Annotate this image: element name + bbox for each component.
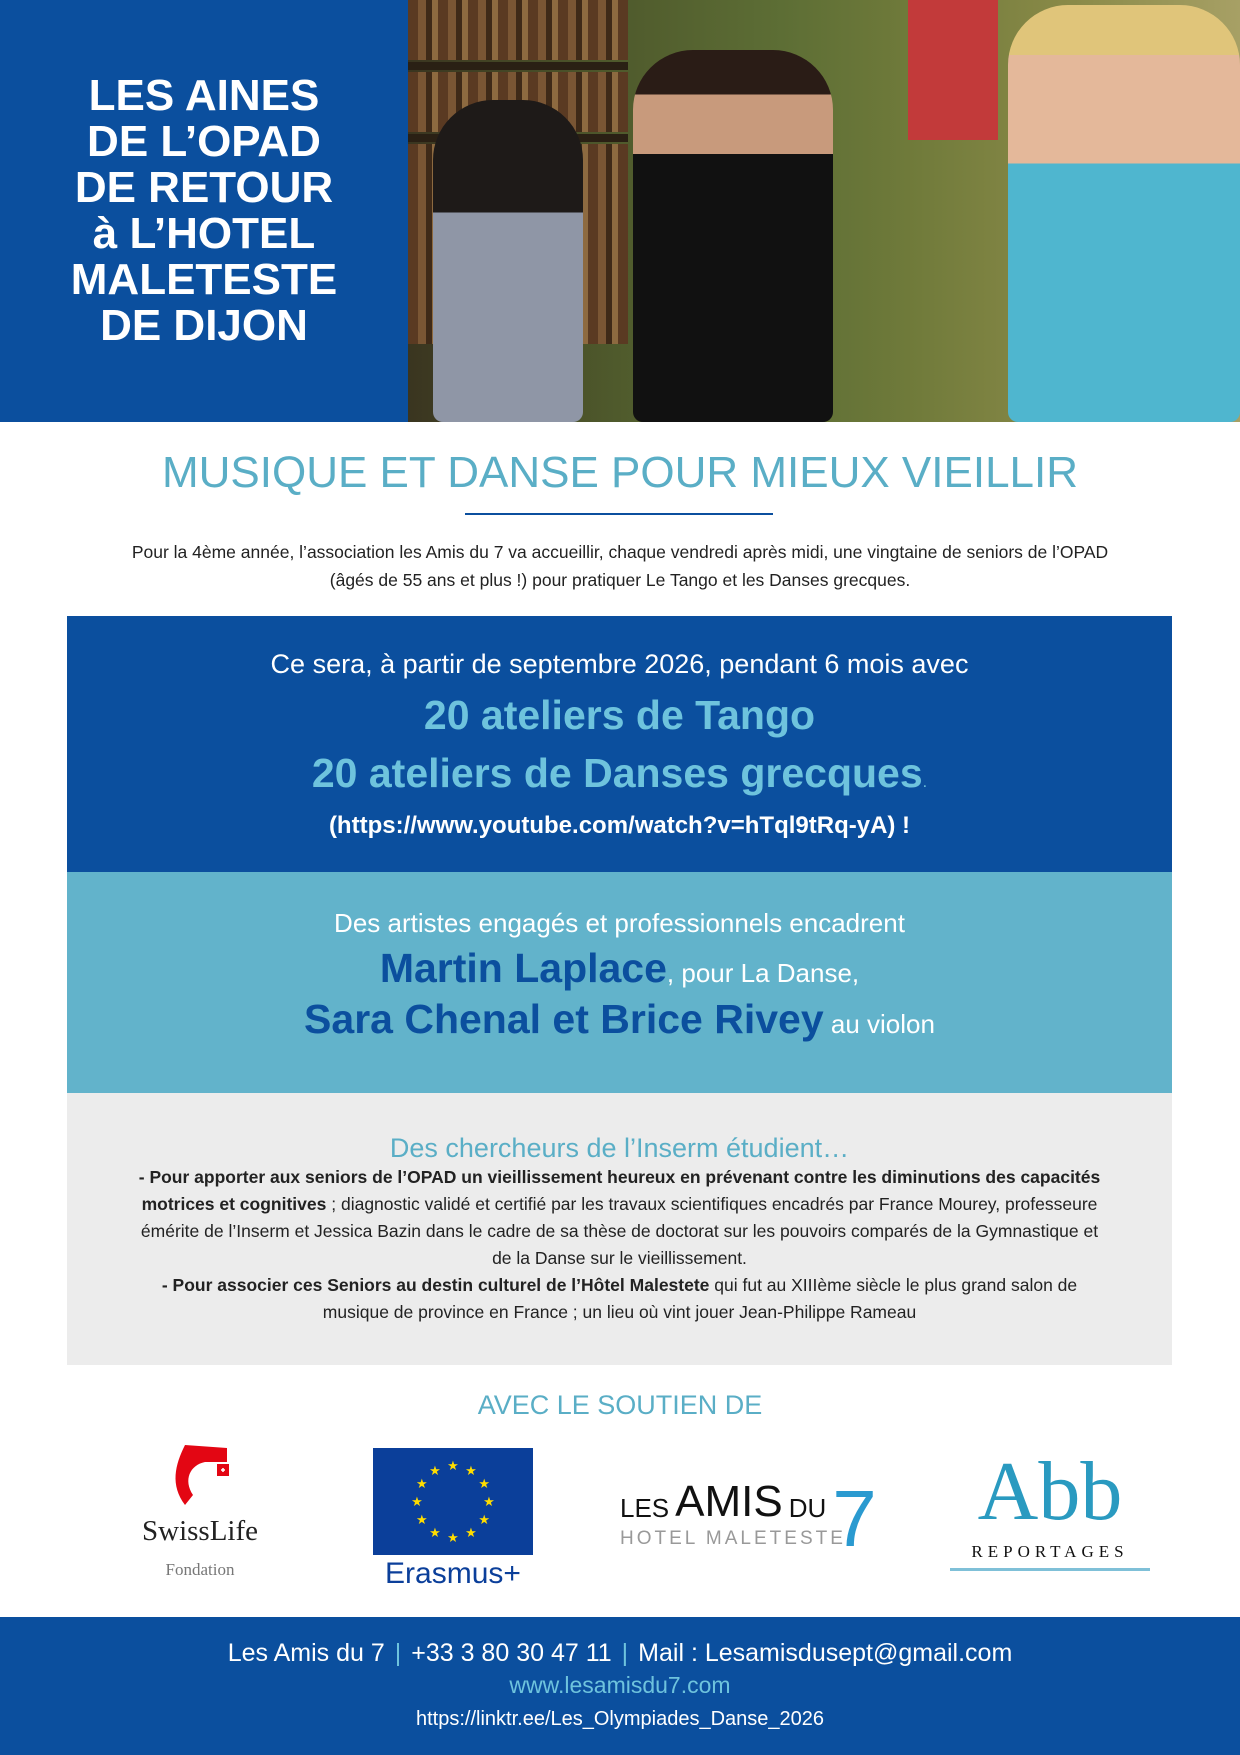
- header-photo: [408, 0, 1240, 422]
- abb-logo: [950, 1445, 1150, 1571]
- research-box: [67, 1093, 1172, 1365]
- swisslife-logo: [125, 1440, 275, 1580]
- abb-mark: [950, 1445, 1150, 1538]
- footer-linktree[interactable]: https://linktr.ee/Les_Olympiades_Danse_2026: [415, 1708, 825, 1730]
- research-point-text: qui fut au XIIIème siècle le plus grand salon de musique de province en France ; un lieu où vint jouer Jean-Philippe Rameau: [322, 1275, 1078, 1322]
- header-title-panel: [0, 0, 408, 422]
- footer-website[interactable]: www.lesamisdu7.com: [509, 1672, 731, 1698]
- artist-role: au violon: [823, 1009, 935, 1039]
- program-intro: Ce sera, à partir de septembre 2026, pendant 6 mois avec: [270, 649, 969, 679]
- star-icon: ★: [478, 1512, 491, 1527]
- dancer: [633, 50, 833, 422]
- footer-org: Les Amis du 7: [227, 1639, 385, 1667]
- artists-box: [67, 872, 1172, 1093]
- artist-role: , pour La Danse,: [666, 958, 860, 988]
- logo-sub: HOTEL MALETESTE: [620, 1528, 846, 1549]
- star-icon: ★: [429, 1462, 441, 1478]
- title-line: DE RETOUR: [74, 163, 334, 212]
- erasmus-name: Erasmus+: [385, 1557, 521, 1590]
- eu-flag-icon: [373, 1448, 533, 1555]
- star-icon: ★: [447, 1530, 459, 1545]
- abb-text: Abb: [977, 1445, 1123, 1538]
- swisslife-name: SwissLife: [142, 1515, 258, 1547]
- senior-woman: [1008, 5, 1240, 422]
- title-line: MALETESTE: [70, 255, 338, 304]
- erasmus-logo: [373, 1448, 533, 1591]
- star-icon: ★: [415, 1512, 428, 1527]
- header-title: [54, 73, 354, 349]
- star-icon: ★: [465, 1525, 477, 1541]
- research-title: Des chercheurs de l’Inserm étudient…: [389, 1133, 850, 1163]
- swisslife-sub: Fondation: [165, 1560, 235, 1579]
- star-icon: ★: [447, 1458, 459, 1473]
- logo-seven: 7: [832, 1474, 877, 1563]
- tango-workshops: 20 ateliers de Tango: [423, 692, 816, 738]
- footer-mail[interactable]: Mail : Lesamisdusept@gmail.com: [638, 1639, 1013, 1667]
- star-icon: ★: [483, 1494, 495, 1509]
- title-line: LES AINES: [88, 71, 320, 120]
- support-title: AVEC LE SOUTIEN DE: [477, 1390, 763, 1420]
- greek-workshops: 20 ateliers de Danses grecques: [311, 750, 923, 796]
- logo-text: DU: [788, 1493, 827, 1523]
- artist-name: Sara Chenal et Brice Rivey: [304, 996, 824, 1042]
- abb-sub: REPORTAGES: [950, 1542, 1150, 1571]
- violinist: [433, 100, 583, 422]
- separator: |: [394, 1639, 402, 1667]
- title-line: DE DIJON: [100, 301, 308, 350]
- red-banner: [908, 0, 998, 140]
- program-box: [67, 616, 1172, 872]
- research-point-bold: - Pour apporter aux seniors de l’OPAD un vieillissement heureux en prévenant contre les diminutions des capacités motrices et cognitives: [138, 1167, 1101, 1214]
- swisslife-flag-icon: [165, 1440, 235, 1510]
- youtube-link[interactable]: (https://www.youtube.com/watch?v=hTql9tRq-yA) !: [328, 812, 911, 839]
- research-point-text: ; diagnostic validé et certifié par les travaux scientifiques encadrés par France Mourey, professeure émérite de l’Inserm et Jessica Bazin dans le cadre de sa thèse de doctorat sur les pouvoirs comparés de la Gymnastique et de la Danse sur le vieillissement.: [140, 1194, 1099, 1268]
- star-icon: ★: [478, 1476, 491, 1491]
- title-line: DE L’OPAD: [87, 117, 321, 166]
- title-line: à L’HOTEL: [92, 209, 316, 258]
- footer-phone[interactable]: +33 3 80 30 47 11: [411, 1639, 612, 1667]
- research-text: [67, 1164, 1172, 1326]
- logo-text: AMIS: [675, 1477, 783, 1526]
- research-point-bold: - Pour associer ces Seniors au destin culturel de l’Hôtel Malestete: [161, 1275, 710, 1295]
- artists-intro: Des artistes engagés et professionnels encadrent: [334, 908, 905, 938]
- separator: |: [621, 1639, 629, 1667]
- bookshelf: [408, 0, 628, 60]
- suffix: .: [922, 774, 928, 791]
- artist-name: Martin Laplace: [379, 945, 667, 991]
- star-icon: ★: [429, 1525, 441, 1541]
- intro-text: Pour la 4ème année, l’association les Amis du 7 va accueillir, chaque vendredi après midi, une vingtaine de seniors de l’OPAD (âgés de 55 ans et plus !) pour pratiquer Le Tango et les Danses grecques.: [131, 542, 1109, 590]
- subtitle: MUSIQUE ET DANSE POUR MIEUX VIEILLIR: [161, 448, 1079, 497]
- footer: [0, 1617, 1240, 1755]
- star-icon: ★: [415, 1476, 428, 1491]
- amis-du-7-logo: [620, 1474, 890, 1563]
- divider: [465, 513, 773, 515]
- star-icon: ★: [411, 1494, 423, 1509]
- star-icon: ★: [465, 1462, 477, 1478]
- logo-text: LES: [620, 1493, 670, 1523]
